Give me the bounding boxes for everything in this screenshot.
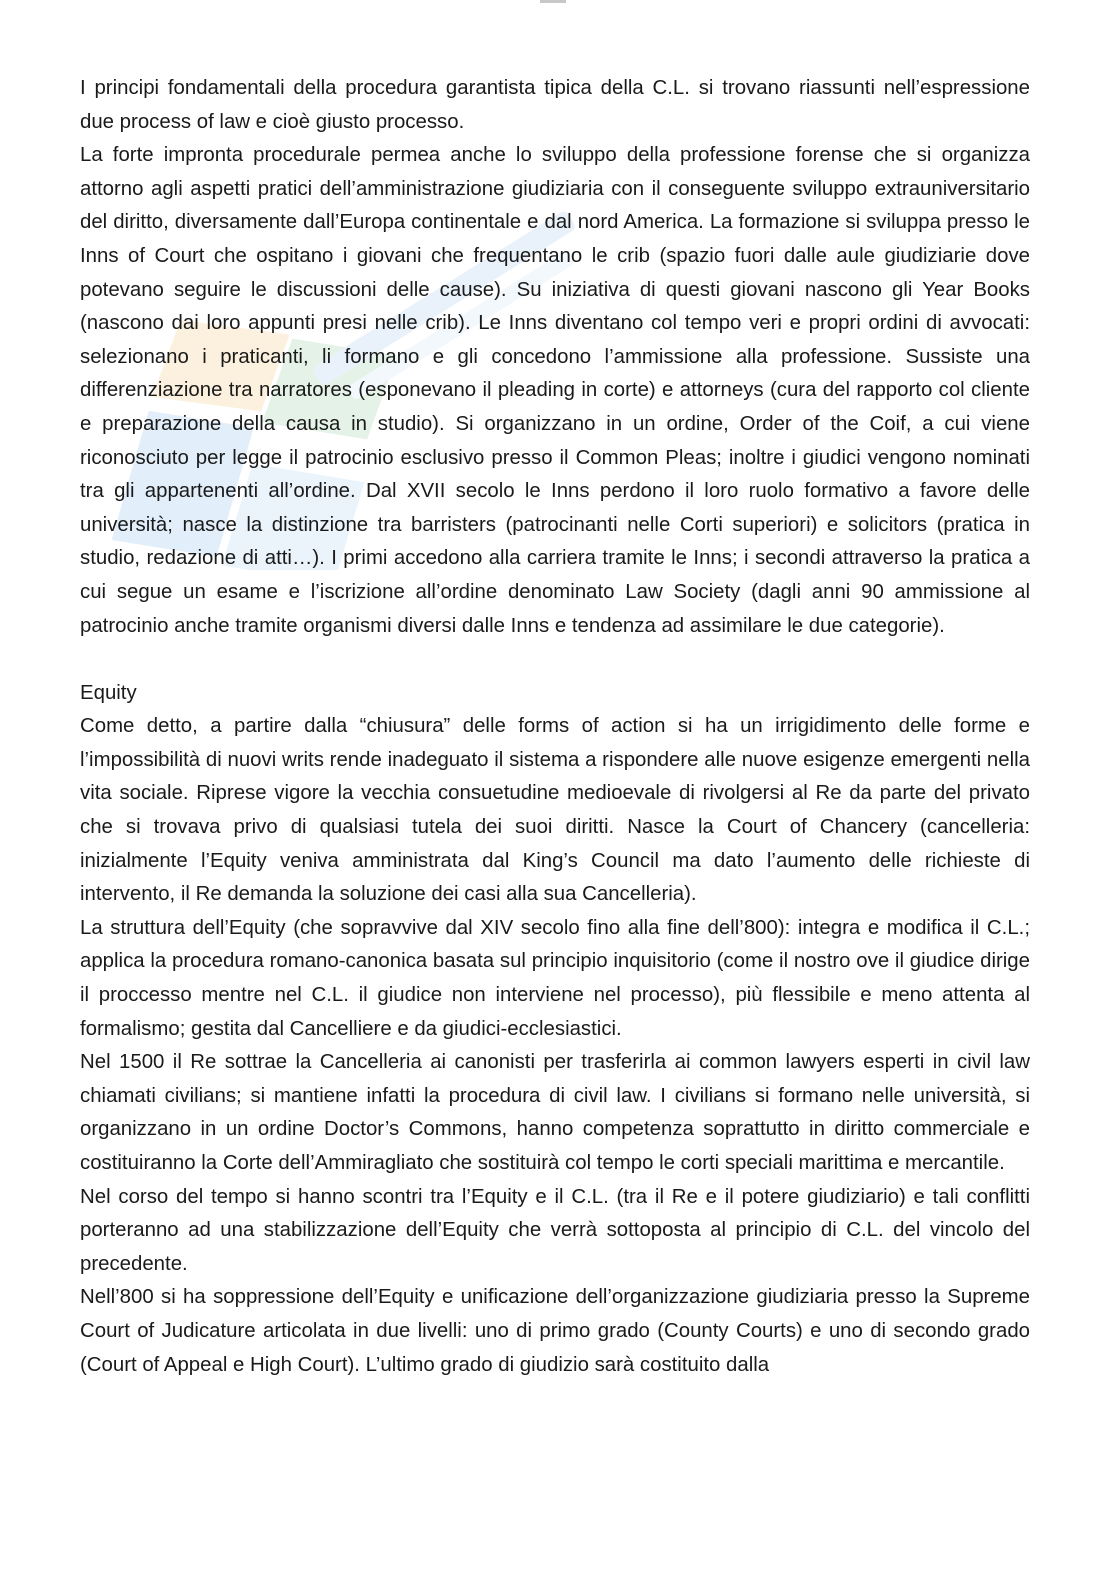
paragraph-due-process: I principi fondamentali della procedura garantista tipica della C.L. si trovano riassunti nell’espressione due process of law e cioè giusto processo. — [80, 77, 1030, 133]
page-header-mark — [540, 0, 566, 3]
paragraph-supreme-court: Nell’800 si ha soppressione dell’Equity e unificazione dell’organizzazione giudiziaria presso la Supreme Court of Judicature articolata in due livelli: uno di primo grado (County Courts) e uno di secondo grado (Court of Appeal e High Court). L’ultimo grado di giudizio sarà costituito dalla — [80, 1286, 1030, 1376]
paragraph-civilians: Nel 1500 il Re sottrae la Cancelleria ai canonisti per trasferirla ai common lawyers esperti in civil law chiamati civilians; si mantiene infatti la procedura di civil law. I civilians si formano nelle università, si organizzano in un ordine Doctor’s Commons, hanno competenza soprattutto in diritto commerciale e costituiranno la Corte dell’Ammiragliato che sostituirà col tempo le corti speciali marittima e mercantile. — [80, 1051, 1030, 1174]
paragraph-equity-structure: La struttura dell’Equity (che sopravvive dal XIV secolo fino alla fine dell’800): integra e modifica il C.L.; applica la procedura romano-canonica basata sul principio inquisitorio (come il nostro ove il giudice dirige il proccesso mentre nel C.L. il giudice non interviene nel processo), più flessibile e meno attenta al formalismo; gestita dal Cancelliere e da giudici-ecclesiastici. — [80, 916, 1030, 1040]
section-heading-equity: Equity — [80, 681, 137, 704]
document-body — [80, 72, 1030, 1382]
paragraph-legal-profession: La forte impronta procedurale permea anche lo sviluppo della professione forense che si organizza attorno agli aspetti pratici dell’amministrazione giudiziaria con il conseguente sviluppo extrauniversitario del diritto, diversamente dall’Europa continentale e dal nord America. La formazione si sviluppa presso le Inns of Court che ospitano i giovani che frequentano le crib (spazio fuori dalle aule giudiziarie dove potevano seguire le discussioni delle cause). Su iniziativa di questi giovani nascono gli Year Books (nascono dai loro appunti presi nelle crib). Le Inns diventano col tempo veri e propri ordini di avvocati: selezionano i praticanti, li formano e gli concedono l’ammissione alla professione. Sussiste una differenziazione tra narratores (esponevano il pleading in corte) e attorneys (cura del rapporto col cliente e preparazione della causa in studio). Si organizzano in un ordine, Order of the Coif, a cui viene riconosciuto per legge il patrocinio esclusivo presso il Common Pleas; inoltre i giudici vengono nominati tra gli appartenenti all’ordine. Dal XVII secolo le Inns perdono il loro ruolo formativo a favore delle università; nasce la distinzione tra barristers (patrocinanti nelle Corti superiori) e solicitors (pratica in studio, redazione di atti…). I primi accedono alla carriera tramite le Inns; i secondi attraverso la pratica a cui segue un esame e l’iscrizione all’ordine denominato Law Society (dagli anni 90 ammissione al patrocinio anche tramite organismi diversi dalle Inns e tendenza ad assimilare le due categorie). — [80, 144, 1030, 637]
paragraph-equity-origin: Come detto, a partire dalla “chiusura” delle forms of action si ha un irrigidimento delle forme e l’impossibilità di nuovi writs rende inadeguato il sistema a rispondere alle nuove esigenze emergenti nella vita sociale. Riprese vigore la vecchia consuetudine medioevale di rivolgersi al Re da parte del privato che si trovava privo di qualsiasi tutela dei suoi diritti. Nasce la Court of Chancery (cancelleria: inizialmente l’Equity veniva amministrata dal King’s Council ma dato l’aumento delle richieste di intervento, il Re demanda la soluzione dei casi alla sua Cancelleria). — [80, 715, 1030, 906]
paragraph-conflicts: Nel corso del tempo si hanno scontri tra l’Equity e il C.L. (tra il Re e il potere giudiziario) e tali conflitti porteranno ad una stabilizzazione dell’Equity che verrà sottoposta al principio di C.L. del vincolo del precedente. — [80, 1185, 1030, 1275]
